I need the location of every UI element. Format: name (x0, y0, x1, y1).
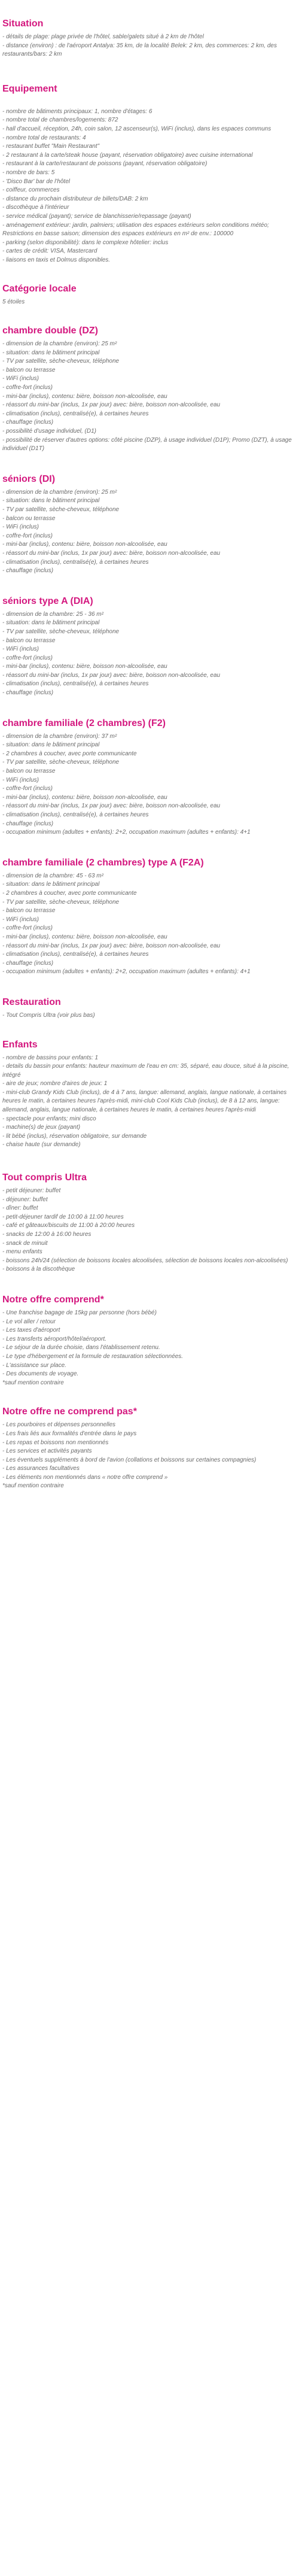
list-item: - Le séjour de la durée choisie, dans l'établissement retenu. (2, 1344, 160, 1351)
list-item: - 2 restaurant à la carte/steak house (payant, réservation obligatoire) avec cuisine international (2, 151, 253, 159)
list-item: - 2 chambres à coucher, avec porte communicante (2, 889, 137, 897)
list-item: - occupation minimum (adultes + enfants): 2+2, occupation maximum (adultes + enfants): 4+1 (2, 968, 251, 976)
list-item: - WiFi (inclus) (2, 375, 39, 382)
list-item: - mini-bar (inclus), contenu: bière, boisson non-alcoolisée, eau (2, 794, 167, 801)
list-item: - Les éventuels suppléments à bord de l'avion (collations et boissons sur certaines compagnies) (2, 1456, 257, 1463)
list-item: - Le type d'hébergement et la formule de restauration sélectionnées. (2, 1353, 184, 1360)
list-item: - petit déjeuner: buffet (2, 1187, 61, 1195)
section-title: chambre double (DZ) (2, 326, 99, 336)
list-item: - dimension de la chambre (environ): 25 m² (2, 341, 117, 348)
list-item: - nombre total de chambres/logements: 872 (2, 117, 118, 124)
list-item: - possibilité de réserver d'autres options: côté piscine (DZP), à usage individuel (D1P); Promo (DZT), à usage individuel (D1T) (2, 436, 292, 452)
list-item: - réassort du mini-bar (inclus, 1x par jour) avec: bière, boisson non-alcoolisée, eau (2, 402, 221, 409)
list-item: - Les repas et boissons non mentionnés (2, 1439, 109, 1446)
list-item: - Les assurances facultatives (2, 1465, 80, 1472)
list-item: - coiffeur, commerces (2, 187, 60, 194)
list-item: - distance du prochain distributeur de billets/DAB: 2 km (2, 195, 148, 202)
list-item: - chauffage (inclus) (2, 959, 54, 967)
list-item: - mini-bar (inclus), contenu: bière, boisson non-alcoolisée, eau (2, 663, 167, 670)
list-item: - distance (environ) : de l'aéroport Antalya: 35 km, de la localité Belek: 2 km, des commerces: 2 km, des restaurants/bars: 2 km (2, 42, 277, 58)
section-title: chambre familiale (2 chambres) (F2) (2, 718, 166, 728)
list-item: - service médical (payant); service de blanchisserie/repassage (payant) (2, 212, 191, 220)
section-title: chambre familiale (2 chambres) type A (F2A) (2, 857, 204, 868)
list-item: - menu enfants (2, 1248, 42, 1256)
list-item: - chauffage (inclus) (2, 820, 54, 827)
list-item: - nombre de bâtiments principaux: 1, nombre d'étages: 6 (2, 108, 152, 115)
list-item: - details du bassin pour enfants: hauteur maximum de l'eau en cm: 35, séparé, eau douce, situé à la piscine, intégré (2, 1063, 289, 1079)
section (2, 997, 295, 1020)
list-item: - Les taxes d'aéroport (2, 1327, 60, 1334)
section-lines (2, 488, 295, 576)
section-title: Catégorie locale (2, 284, 77, 294)
list-item: - balcon ou terrasse (2, 907, 56, 915)
list-item: - situation: dans le bâtiment principal (2, 742, 100, 749)
list-item: - WiFi (inclus) (2, 524, 39, 531)
section-title: Situation (2, 19, 44, 29)
section-lines (2, 340, 295, 454)
section-title: Equipement (2, 83, 57, 94)
list-item: - aménagement extérieur: jardin, palmiers; utilisation des espaces extérieurs selon conditions météo; Restrictions en basse saison; dimension des espaces extérieurs en m² de env.: 100000 (2, 221, 269, 238)
list-item: - restaurant à la carte/restaurant de poissons (payant, réservation obligatoire) (2, 160, 208, 168)
list-item: - 'Disco Bar' bar de l'hôtel (2, 178, 70, 185)
section-title: Restauration (2, 997, 61, 1007)
list-item: - Des documents de voyage. (2, 1371, 79, 1378)
section-lines (2, 1011, 295, 1020)
list-item: - TV par satellite, sèche-cheveux, téléphone (2, 628, 120, 635)
list-item: - chauffage (inclus) (2, 419, 54, 426)
section (2, 596, 295, 698)
list-item: - TV par satellite, sèche-cheveux, téléphone (2, 506, 120, 513)
list-item: - coffre-fort (inclus) (2, 532, 53, 539)
list-item: - mini-bar (inclus), contenu: bière, boisson non-alcoolisée, eau (2, 393, 167, 400)
list-item: - occupation minimum (adultes + enfants): 2+2, occupation maximum (adultes + enfants): 4+1 (2, 829, 251, 836)
section-title: Notre offre ne comprend pas* (2, 1407, 137, 1417)
list-item: - balcon ou terrasse (2, 768, 56, 775)
list-item: - mini-bar (inclus), contenu: bière, boisson non-alcoolisée, eau (2, 933, 167, 940)
list-item: - réassort du mini-bar (inclus, 1x par jour) avec: bière, boisson non-alcoolisée, eau (2, 549, 221, 557)
list-item: - hall d'accueil, réception, 24h, coin salon, 12 ascenseur(s), WiFi (inclus), dans les espaces communs (2, 125, 271, 132)
list-item: - climatisation (inclus), centralisé(e), à certaines heures (2, 951, 149, 958)
list-item: - aire de jeux; nombre d'aires de jeux: 1 (2, 1080, 108, 1087)
list-item: - dimension de la chambre: 45 - 63 m² (2, 872, 103, 879)
document-body (0, 18, 299, 1491)
list-item: - balcon ou terrasse (2, 366, 56, 373)
list-item: - machine(s) de jeux (payant) (2, 1124, 81, 1131)
list-item: - coffre-fort (inclus) (2, 785, 53, 792)
list-item: - dîner: buffet (2, 1205, 38, 1212)
section (2, 283, 295, 307)
section (2, 857, 295, 977)
list-item: - situation: dans le bâtiment principal (2, 349, 100, 356)
section (2, 1294, 295, 1387)
list-item: - WiFi (inclus) (2, 646, 39, 653)
section-lines (2, 1187, 295, 1274)
section-lines (2, 108, 295, 265)
list-item: - situation: dans le bâtiment principal (2, 619, 100, 627)
list-item: - mini-club Grandy Kids Club (inclus), de 4 à 7 ans, langue: allemand, anglais, langue nationale, à certaines heures le matin, à certaines heures l'après-midi, mini-club Cool Kids Club (inclus), de 8 à 12 ans, langue: allemand, anglais, langue nationale, à certaines heures le matin, à certaines heures l'après-midi (2, 1089, 287, 1114)
section-lines (2, 298, 295, 307)
list-item: - réassort du mini-bar (inclus, 1x par jour) avec: bière, boisson non-alcoolisée, eau (2, 803, 221, 810)
section (2, 325, 295, 454)
section-lines (2, 610, 295, 698)
list-item: - boissons 24h/24 (sélection de boissons locales alcoolisées, sélection de boissons locales non-alcoolisées) (2, 1257, 288, 1264)
list-item: - snacks de 12:00 à 16:00 heures (2, 1231, 91, 1238)
list-item: - lit bébé (inclus), réservation obligatoire, sur demande (2, 1132, 147, 1140)
list-item: - chauffage (inclus) (2, 689, 54, 697)
list-item: - nombre total de restaurants: 4 (2, 134, 86, 141)
list-item: - Tout Compris Ultra (voir plus bas) (2, 1011, 95, 1019)
section-lines (2, 1054, 295, 1150)
list-item: - dimension de la chambre (environ): 25 m² (2, 488, 117, 496)
list-item: - dimension de la chambre (environ): 37 m² (2, 733, 117, 740)
section (2, 18, 295, 59)
section-lines (2, 33, 295, 59)
list-item: - Le vol aller / retour (2, 1318, 56, 1325)
list-item: - Les pourboires et dépenses personnelles (2, 1421, 116, 1429)
list-item: - discothèque à l'intérieur (2, 204, 69, 211)
section-lines (2, 733, 295, 837)
list-item: - climatisation (inclus), centralisé(e), à certaines heures (2, 812, 149, 818)
list-item: - balcon ou terrasse (2, 515, 56, 522)
list-item: - parking (selon disponibilité): dans le complexe hôtelier: inclus (2, 239, 169, 246)
list-item: - situation: dans le bâtiment principal (2, 881, 100, 888)
list-item: - réassort du mini-bar (inclus, 1x par jour) avec: bière, boisson non-alcoolisée, eau (2, 942, 221, 949)
list-item: - restaurant buffet "Main Restaurant" (2, 143, 100, 150)
list-item: *sauf mention contraire (2, 1483, 64, 1490)
section (2, 1172, 295, 1274)
section (2, 1406, 295, 1491)
list-item: - climatisation (inclus), centralisé(e), à certaines heures (2, 558, 149, 566)
section (2, 473, 295, 576)
list-item: - L'assistance sur place. (2, 1362, 66, 1369)
list-item: - nombre de bars: 5 (2, 169, 55, 176)
list-item: - chauffage (inclus) (2, 567, 54, 575)
list-item: - déjeuner: buffet (2, 1196, 48, 1203)
section-title: Enfants (2, 1039, 38, 1050)
list-item: - coffre-fort (inclus) (2, 925, 53, 932)
list-item: - possibilité d'usage individuel, (D1) (2, 428, 96, 435)
list-item: - dimension de la chambre: 25 - 36 m² (2, 610, 103, 618)
list-item: 5 étoiles (2, 299, 25, 306)
list-item: - spectacle pour enfants; mini disco (2, 1115, 96, 1122)
list-item: - café et gâteaux/biscuits de 11:00 à 20:00 heures (2, 1222, 135, 1229)
list-item: - Les éléments non mentionnés dans « notre offre comprend » (2, 1474, 168, 1481)
list-item: - chaise haute (sur demande) (2, 1141, 81, 1149)
list-item: - détails de plage: plage privée de l'hôtel, sable/galets situé à 2 km de l'hôtel (2, 34, 204, 40)
list-item: - nombre de bassins pour enfants: 1 (2, 1054, 99, 1061)
list-item: - petit-déjeuner tardif de 10:00 à 11:00 heures (2, 1213, 124, 1220)
list-item: - 2 chambres à coucher, avec porte communicante (2, 750, 137, 757)
section-title: séniors type A (DIA) (2, 596, 93, 606)
list-item: - Les frais liés aux formalités d'entrée dans le pays (2, 1430, 137, 1437)
list-item: - WiFi (inclus) (2, 916, 39, 923)
list-item: - Les services et activités payants (2, 1448, 92, 1455)
section (2, 83, 295, 265)
section (2, 718, 295, 837)
list-item: - snack de minuit (2, 1240, 48, 1247)
list-item: *sauf mention contraire (2, 1379, 64, 1386)
section-lines (2, 1421, 295, 1491)
list-item: - réassort du mini-bar (inclus, 1x par jour) avec: bière, boisson non-alcoolisée, eau (2, 672, 221, 679)
list-item: - TV par satellite, sèche-cheveux, téléphone (2, 759, 120, 766)
section-title: séniors (DI) (2, 473, 56, 484)
list-item: - climatisation (inclus), centralisé(e), à certaines heures (2, 681, 149, 688)
section-lines (2, 872, 295, 977)
list-item: - TV par satellite, sèche-cheveux, téléphone (2, 358, 120, 365)
list-item: - Une franchise bagage de 15kg par personne (hors bébé) (2, 1309, 157, 1316)
section-lines (2, 1309, 295, 1387)
list-item: - cartes de crédit: VISA, Mastercard (2, 248, 97, 255)
list-item: - coffre-fort (inclus) (2, 654, 53, 661)
list-item: - boissons à la discothèque (2, 1266, 75, 1273)
list-item: - Les transferts aéroport/hôtel/aéroport. (2, 1335, 106, 1342)
list-item: - WiFi (inclus) (2, 776, 39, 783)
list-item: - liaisons en taxis et Dolmus disponibles. (2, 256, 111, 263)
list-item: - mini-bar (inclus), contenu: bière, boisson non-alcoolisée, eau (2, 541, 167, 548)
list-item: - climatisation (inclus), centralisé(e), à certaines heures (2, 410, 149, 417)
section (2, 1039, 295, 1150)
section-title: Notre offre comprend* (2, 1294, 104, 1305)
list-item: - coffre-fort (inclus) (2, 384, 53, 391)
list-item: - balcon ou terrasse (2, 637, 56, 644)
list-item: - situation: dans le bâtiment principal (2, 497, 100, 505)
list-item: - TV par satellite, sèche-cheveux, téléphone (2, 898, 120, 906)
section-title: Tout compris Ultra (2, 1172, 87, 1183)
